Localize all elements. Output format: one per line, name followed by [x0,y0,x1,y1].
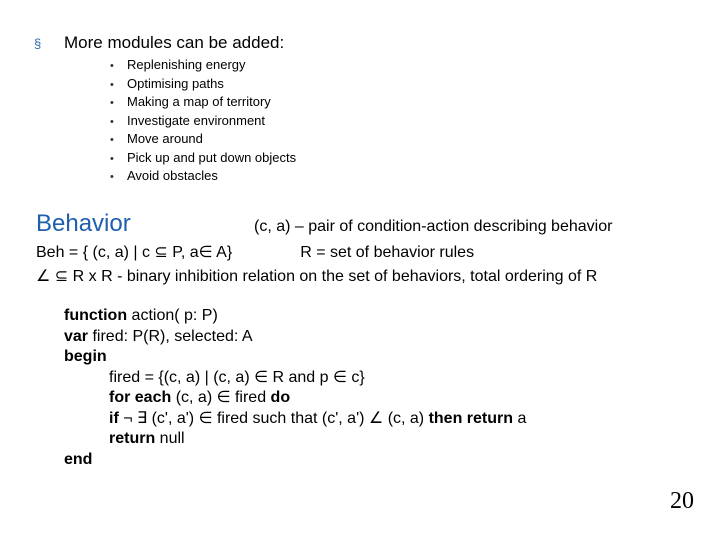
behavior-description: (c, a) – pair of condition-action describing behavior [254,218,613,235]
bullet-icon: • [110,78,114,91]
bullet-icon: • [110,171,114,183]
pseudocode-block [64,306,526,470]
modules-heading: More modules can be added: [64,33,285,52]
list-item [110,149,296,168]
bullet-icon: • [110,60,114,72]
inhibition-relation: ∠ ⊆ R x R - binary inhibition relation on the set of behaviors, total ordering of R [36,268,598,285]
code-line: function action( p: P) [64,307,218,324]
bullet-icon: • [110,115,114,128]
code-line: var fired: P(R), selected: A [64,327,253,345]
code-line: end [64,450,93,468]
list-item [110,112,296,131]
list-item [110,130,296,149]
list-item-label: Making a map of territory [127,94,271,109]
code-line: for each (c, a) ∈ fired do [109,389,291,406]
list-item [110,56,296,75]
code-line: fired = {(c, a) | (c, a) ∈ R and p ∈ c} [109,368,365,386]
list-item-label: Avoid obstacles [127,168,218,183]
code-line: if ¬ ∃ (c', a') ∈ fired such that (c', a') ∠ (c, a) then return a [109,409,527,427]
bullet-icon: • [110,152,114,165]
list-item [110,93,296,112]
bullet-icon: • [110,134,114,146]
list-item-label: Move around [127,131,203,146]
behavior-title: Behavior [36,210,131,237]
page-number: 20 [670,488,694,514]
list-item-label: Replenishing energy [127,57,246,72]
bullet-icon: • [110,97,114,109]
list-item-label: Investigate environment [127,112,266,128]
main-bullet-icon: § [34,36,42,51]
modules-list [110,56,296,186]
list-item-label: Pick up and put down objects [127,149,297,165]
rules-definition: R = set of behavior rules [300,244,475,261]
list-item [110,167,296,186]
list-item-label: Optimising paths [127,75,224,91]
list-item [110,75,296,94]
code-line: begin [64,348,107,365]
code-line: return null [109,430,185,447]
beh-definition-line [36,242,474,262]
beh-definition: Beh = { (c, a) | c ⊆ P, a∈ A} [36,244,233,261]
